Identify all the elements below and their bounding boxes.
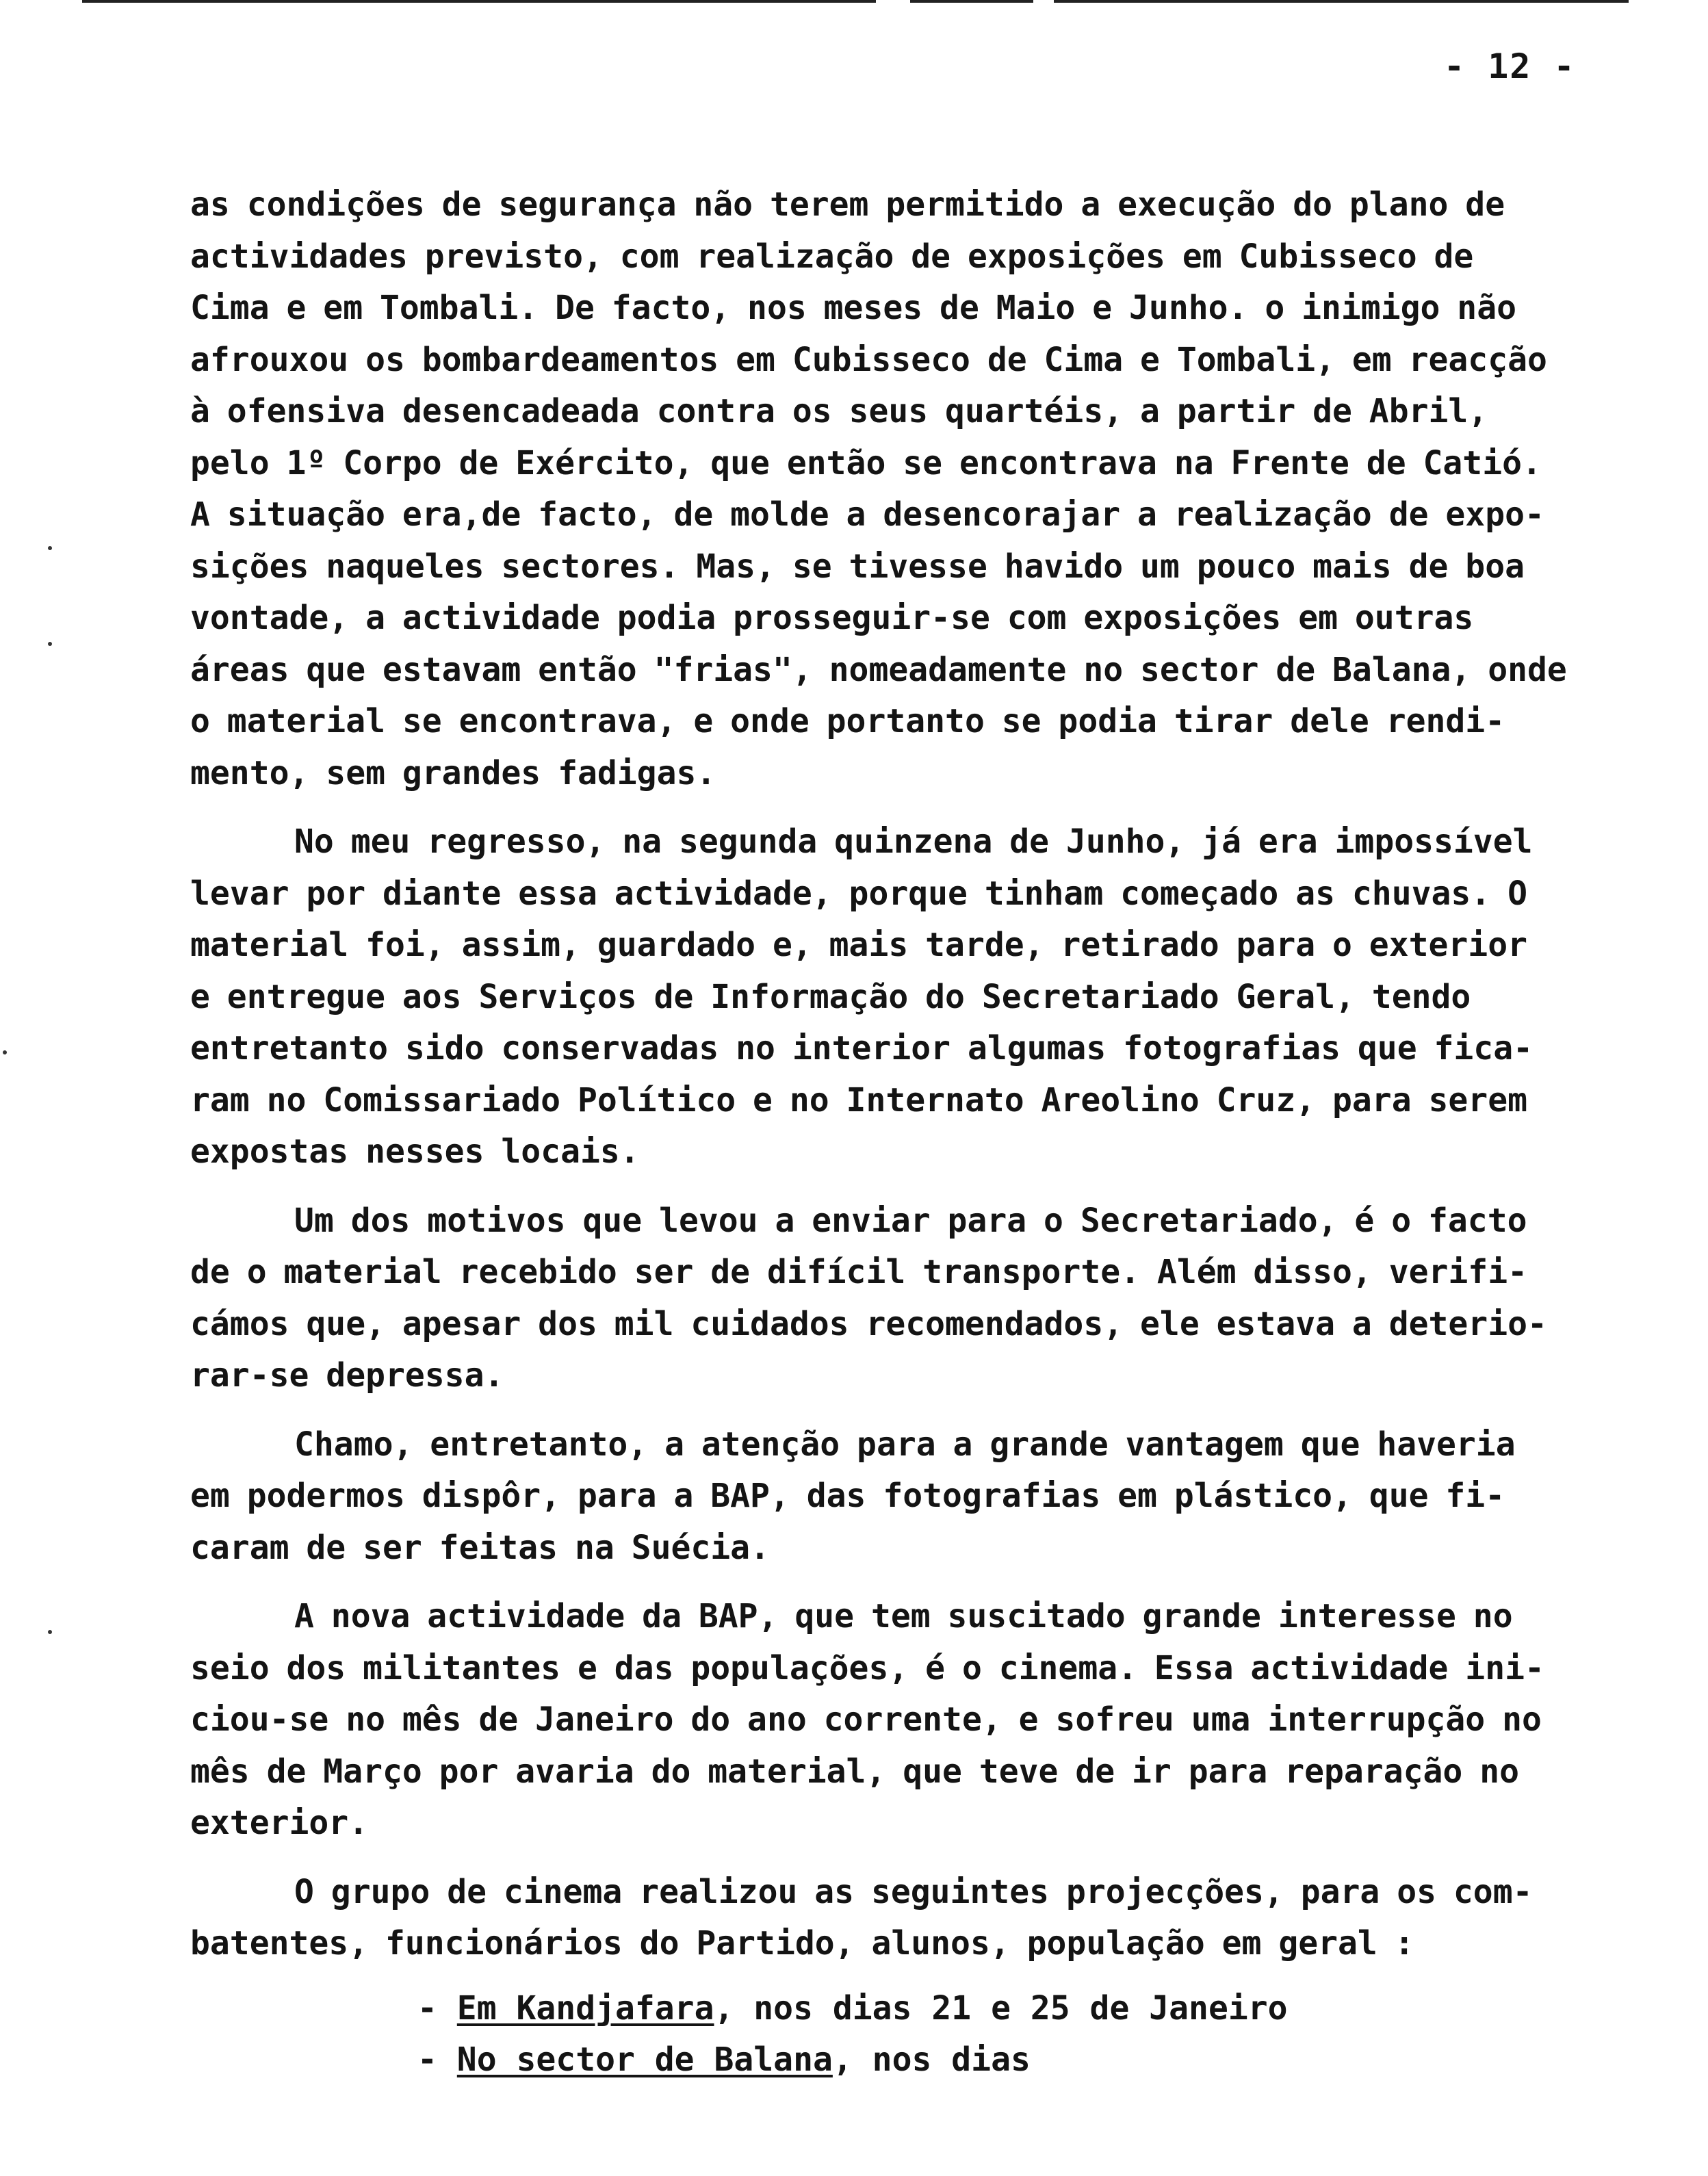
- text-line: O grupo de cinema realizou as seguintes projecções, para os com-: [294, 1872, 1533, 1911]
- text-line: o material se encontrava, e onde portanto se podia tirar dele rendi-: [190, 702, 1505, 740]
- paragraph-gap: [190, 1850, 1682, 1867]
- list-dash: -: [417, 2041, 457, 2079]
- text-line: pelo 1º Corpo de Exército, que então se encontrava na Frente de Catió.: [190, 443, 1542, 482]
- text-line: mento, sem grandes fadigas.: [190, 753, 716, 792]
- list-detail: , nos dias 21 e 25 de Janeiro: [714, 1989, 1288, 2028]
- document-body: [190, 179, 1682, 1970]
- text-line: rar-se depressa.: [190, 1356, 504, 1395]
- paragraph: [190, 1195, 1682, 1402]
- text-line: caram de ser feitas na Suécia.: [190, 1528, 770, 1567]
- scan-speck: [3, 1050, 7, 1054]
- text-line: A nova actividade da BAP, que tem suscitado grande interesse no: [294, 1597, 1513, 1635]
- text-line: em podermos dispôr, para a BAP, das fotografias em plástico, que fi-: [190, 1477, 1505, 1515]
- paragraph: [190, 1419, 1682, 1575]
- scan-speck: [48, 1630, 52, 1634]
- text-line: as condições de segurança não terem permitido a execução do plano de: [190, 185, 1505, 224]
- paragraph-gap: [190, 1178, 1682, 1195]
- paragraph-gap: [190, 1574, 1682, 1591]
- text-line: expostas nesses locais.: [190, 1132, 640, 1171]
- text-line: No meu regresso, na segunda quinzena de Junho, já era impossível: [294, 823, 1533, 861]
- text-line: Cima e em Tombali. De facto, nos meses de Maio e Junho. o inimigo não: [190, 289, 1516, 327]
- list-item: [417, 2034, 1288, 2086]
- paragraph-gap: [190, 1402, 1682, 1419]
- list-place: Em Kandjafara: [456, 1989, 714, 2028]
- paragraph-gap: [190, 799, 1682, 816]
- paragraph: [190, 816, 1682, 1178]
- text-line: sições naqueles sectores. Mas, se tivesse havido um pouco mais de boa: [190, 547, 1525, 586]
- paragraph: [190, 1591, 1682, 1850]
- scan-speck: [48, 642, 52, 646]
- text-line: actividades previsto, com realização de exposições em Cubisseco de: [190, 237, 1474, 276]
- text-line: ciou-se no mês de Janeiro do ano corrente, e sofreu uma interrupção no: [190, 1700, 1542, 1739]
- text-line: e entregue aos Serviços de Informação do Secretariado Geral, tendo: [190, 977, 1471, 1016]
- text-line: à ofensiva desencadeada contra os seus quartéis, a partir de Abril,: [190, 392, 1488, 430]
- text-line: mês de Março por avaria do material, que teve de ir para reparação no: [190, 1752, 1519, 1791]
- list-detail: , nos dias: [832, 2041, 1031, 2079]
- text-line: cámos que, apesar dos mil cuidados recomendados, ele estava a deterio-: [190, 1304, 1547, 1343]
- text-line: seio dos militantes e das populações, é o cinema. Essa actividade ini-: [190, 1648, 1544, 1687]
- paragraph: [190, 1867, 1682, 1970]
- text-line: batentes, funcionários do Partido, alunos, população em geral :: [190, 1924, 1414, 1963]
- text-line: vontade, a actividade podia prosseguir-se com exposições em outras: [190, 599, 1474, 637]
- text-line: Um dos motivos que levou a enviar para o Secretariado, é o facto: [294, 1201, 1527, 1240]
- text-line: Chamo, entretanto, a atenção para a grande vantagem que haveria: [294, 1425, 1516, 1464]
- text-line: entretanto sido conservadas no interior algumas fotografias que fica-: [190, 1029, 1533, 1067]
- top-edge-rule: [1054, 0, 1629, 3]
- text-line: A situação era,de facto, de molde a desencorajar a realização de expo-: [190, 495, 1544, 534]
- text-line: exterior.: [190, 1804, 369, 1842]
- list-dash: -: [417, 1989, 457, 2028]
- screening-list: [417, 1983, 1288, 2086]
- text-line: afrouxou os bombardeamentos em Cubisseco de Cima e Tombali, em reacção: [190, 340, 1547, 379]
- text-line: de o material recebido ser de difícil transporte. Além disso, verifi-: [190, 1253, 1527, 1291]
- top-edge-rule: [82, 0, 876, 3]
- page-number: - 12 -: [1444, 47, 1576, 86]
- paragraph: [190, 179, 1682, 799]
- text-line: áreas que estavam então "frias", nomeadamente no sector de Balana, onde: [190, 650, 1567, 689]
- top-edge-rule: [910, 0, 1033, 3]
- text-line: levar por diante essa actividade, porque tinham começado as chuvas. O: [190, 874, 1527, 913]
- list-place: No sector de Balana: [456, 2041, 833, 2079]
- list-item: [417, 1983, 1288, 2034]
- text-line: ram no Comissariado Político e no Internato Areolino Cruz, para serem: [190, 1080, 1527, 1119]
- text-line: material foi, assim, guardado e, mais tarde, retirado para o exterior: [190, 926, 1527, 964]
- scan-speck: [48, 546, 52, 550]
